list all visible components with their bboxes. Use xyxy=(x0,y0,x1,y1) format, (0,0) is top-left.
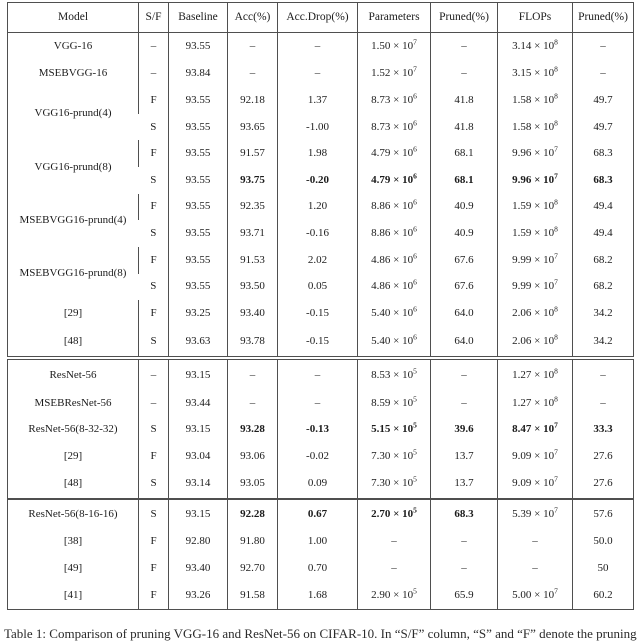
table-cell: 93.75 xyxy=(228,167,278,194)
model-cell: [41] xyxy=(63,588,83,601)
table-cell: $1.27 \times 10^8$ xyxy=(498,358,573,390)
table-row xyxy=(8,555,634,582)
table-cell: 0.09 xyxy=(278,470,358,499)
table-cell: 68.2 xyxy=(573,247,634,274)
table-row xyxy=(8,499,634,528)
table-cell: 93.15 xyxy=(169,499,228,528)
table-cell: 93.26 xyxy=(169,581,228,609)
table-cell: 65.9 xyxy=(431,581,498,609)
table-row xyxy=(8,300,634,327)
table-cell: F xyxy=(139,581,169,609)
table-cell: $7.30 \times 10^5$ xyxy=(358,443,431,470)
table-cell: 1.68 xyxy=(278,581,358,609)
table-cell: S xyxy=(150,120,157,133)
table-cell: – xyxy=(573,390,634,417)
table-cell: -0.13 xyxy=(278,417,358,444)
table-cell: 93.55 xyxy=(169,274,228,301)
model-cell: [38] xyxy=(63,534,83,547)
table-cell: 13.7 xyxy=(431,470,498,499)
table-cell: 93.40 xyxy=(169,555,228,582)
table-cell: – xyxy=(278,33,358,61)
table-cell: – xyxy=(139,390,169,417)
table-cell: $5.40 \times 10^6$ xyxy=(358,300,431,327)
table-row xyxy=(8,390,634,417)
table-cell: 93.55 xyxy=(169,247,228,274)
table-row xyxy=(8,87,634,114)
model-cell: [29] xyxy=(63,307,83,320)
table-cell: 49.7 xyxy=(573,87,634,114)
table-cell: 13.7 xyxy=(431,443,498,470)
table-cell: F xyxy=(139,443,169,470)
table-cell: 93.55 xyxy=(169,33,228,61)
table-cell: 92.80 xyxy=(169,528,228,555)
table-cell: $1.52 \times 10^7$ xyxy=(358,60,431,87)
table-cell: $8.73 \times 10^6$ xyxy=(358,114,431,141)
table-cell: 67.6 xyxy=(431,247,498,274)
table-cell: – xyxy=(228,33,278,61)
table-cell: F xyxy=(139,247,169,274)
table-cell: $5.15 \times 10^5$ xyxy=(358,417,431,444)
table-cell: F xyxy=(139,140,169,167)
table-cell: F xyxy=(139,528,169,555)
table-cell: $9.96 \times 10^7$ xyxy=(498,140,573,167)
column-header: Parameters xyxy=(358,3,431,33)
column-header: Pruned(%) xyxy=(431,3,498,33)
table-cell: – xyxy=(573,60,634,87)
table-cell: – xyxy=(139,358,169,390)
table-cell: 92.70 xyxy=(228,555,278,582)
table-row xyxy=(8,327,634,359)
table-cell: $8.53 \times 10^5$ xyxy=(358,358,431,390)
table-cell: $2.06 \times 10^8$ xyxy=(498,300,573,327)
table-row xyxy=(8,470,634,499)
table-cell: 93.55 xyxy=(169,194,228,221)
table-cell: – xyxy=(431,60,498,87)
table-cell: – xyxy=(431,358,498,390)
table-cell: S xyxy=(150,173,157,186)
model-cell: [29] xyxy=(63,450,83,463)
table-cell: 93.25 xyxy=(169,300,228,327)
model-cell: VGG16-prund(8) xyxy=(34,160,112,173)
table-cell: 50.0 xyxy=(573,528,634,555)
table-cell: 93.28 xyxy=(228,417,278,444)
model-cell: MSEBVGG16-prund(8) xyxy=(19,267,127,280)
table-cell: 68.1 xyxy=(431,140,498,167)
table-cell: – xyxy=(278,390,358,417)
table-cell: 93.55 xyxy=(169,167,228,194)
column-header: Pruned(%) xyxy=(573,3,634,33)
table-cell: 68.1 xyxy=(431,167,498,194)
table-cell: S xyxy=(139,499,169,528)
table-cell: -0.16 xyxy=(278,220,358,247)
header-row xyxy=(8,3,634,33)
table-cell: 34.2 xyxy=(573,300,634,327)
table-cell: $7.30 \times 10^5$ xyxy=(358,470,431,499)
table-row xyxy=(8,194,634,221)
table-cell: 50 xyxy=(573,555,634,582)
table-cell: S xyxy=(150,280,157,293)
table-cell: $5.00 \times 10^7$ xyxy=(498,581,573,609)
table-row xyxy=(8,528,634,555)
column-header: Acc.Drop(%) xyxy=(278,3,358,33)
table-cell: 93.55 xyxy=(169,140,228,167)
table-cell: – xyxy=(498,555,573,582)
table-cell: $4.79 \times 10^6$ xyxy=(358,167,431,194)
table-cell: 93.84 xyxy=(169,60,228,87)
table-cell: 34.2 xyxy=(573,327,634,359)
table-row xyxy=(8,417,634,444)
table-cell: 57.6 xyxy=(573,499,634,528)
model-cell: VGG-16 xyxy=(53,40,93,53)
column-header: FLOPs xyxy=(498,3,573,33)
table-cell: 93.78 xyxy=(228,327,278,359)
table-cell: $9.09 \times 10^7$ xyxy=(498,470,573,499)
table-cell: 93.63 xyxy=(169,327,228,359)
table-cell: 92.18 xyxy=(228,87,278,114)
table-row xyxy=(8,33,634,61)
table-cell: 93.44 xyxy=(169,390,228,417)
table-cell: 1.20 xyxy=(278,194,358,221)
table-cell: 91.57 xyxy=(228,140,278,167)
table-cell: $9.99 \times 10^7$ xyxy=(498,274,573,301)
table-cell: 68.2 xyxy=(573,274,634,301)
table-cell: 1.37 xyxy=(278,87,358,114)
table-cell: S xyxy=(139,327,169,359)
table-cell: 2.02 xyxy=(278,247,358,274)
model-cell: [49] xyxy=(63,561,83,574)
table-cell: 93.05 xyxy=(228,470,278,499)
table-cell: $1.50 \times 10^7$ xyxy=(358,33,431,61)
table-cell: 93.14 xyxy=(169,470,228,499)
table-cell: – xyxy=(278,60,358,87)
table-cell: -0.20 xyxy=(278,167,358,194)
table-caption: Table 1: Comparison of pruning VGG-16 and ResNet-56 on CIFAR-10. In “S/F” column, “S” and “F” denote the pruning xyxy=(4,626,637,641)
table-cell: – xyxy=(498,528,573,555)
table-cell: – xyxy=(573,358,634,390)
table-cell: $9.09 \times 10^7$ xyxy=(498,443,573,470)
table-cell: – xyxy=(139,33,169,61)
table-cell: – xyxy=(431,390,498,417)
table-cell: 93.04 xyxy=(169,443,228,470)
table-cell: 93.15 xyxy=(169,358,228,390)
table-cell: 68.3 xyxy=(431,499,498,528)
table-cell: F xyxy=(139,300,169,327)
table-cell: $2.06 \times 10^8$ xyxy=(498,327,573,359)
table-cell: 93.71 xyxy=(228,220,278,247)
table-cell: 93.55 xyxy=(169,220,228,247)
model-cell: MSEBVGG-16 xyxy=(38,67,108,80)
table-cell: – xyxy=(139,60,169,87)
table-cell: – xyxy=(228,358,278,390)
model-cell: ResNet-56 xyxy=(8,358,139,390)
table-cell: $1.59 \times 10^8$ xyxy=(498,220,573,247)
table-cell: – xyxy=(358,555,431,582)
table-cell: 0.67 xyxy=(278,499,358,528)
table-cell: 33.3 xyxy=(573,417,634,444)
table-cell: $8.86 \times 10^6$ xyxy=(358,194,431,221)
table-cell: $1.58 \times 10^8$ xyxy=(498,114,573,141)
table-cell: 41.8 xyxy=(431,114,498,141)
table-cell: 93.15 xyxy=(169,417,228,444)
table-row xyxy=(8,581,634,609)
table-cell: 67.6 xyxy=(431,274,498,301)
table-row xyxy=(8,60,634,87)
model-cell: [48] xyxy=(63,335,83,348)
table-cell: 68.3 xyxy=(573,167,634,194)
table-cell: $4.86 \times 10^6$ xyxy=(358,274,431,301)
table-cell: 0.05 xyxy=(278,274,358,301)
table-cell: $3.14 \times 10^8$ xyxy=(498,33,573,61)
table-cell: F xyxy=(139,194,169,221)
table-row xyxy=(8,140,634,167)
table-cell: – xyxy=(573,33,634,61)
table-cell: F xyxy=(139,555,169,582)
table-cell: – xyxy=(431,555,498,582)
table-cell: 93.06 xyxy=(228,443,278,470)
table-cell: 60.2 xyxy=(573,581,634,609)
table-cell: -0.02 xyxy=(278,443,358,470)
model-cell: ResNet-56(8-16-16) xyxy=(8,499,139,528)
table-cell: – xyxy=(228,390,278,417)
table-cell: 27.6 xyxy=(573,470,634,499)
table-row xyxy=(8,247,634,274)
table-cell: $8.73 \times 10^6$ xyxy=(358,87,431,114)
table-cell: 92.35 xyxy=(228,194,278,221)
table-cell: 93.40 xyxy=(228,300,278,327)
table-cell: 68.3 xyxy=(573,140,634,167)
table-cell: -1.00 xyxy=(278,114,358,141)
table-cell: 1.98 xyxy=(278,140,358,167)
table-cell: -0.15 xyxy=(278,300,358,327)
table-cell: $8.47 \times 10^7$ xyxy=(498,417,573,444)
table-cell: $1.58 \times 10^8$ xyxy=(498,87,573,114)
table-cell: 41.8 xyxy=(431,87,498,114)
table-cell: -0.15 xyxy=(278,327,358,359)
table-cell: 40.9 xyxy=(431,220,498,247)
table-cell: S xyxy=(139,470,169,499)
table-body xyxy=(8,33,634,610)
model-cell: MSEBResNet-56 xyxy=(34,396,112,409)
table-header xyxy=(8,3,634,33)
table-cell: – xyxy=(228,60,278,87)
table-cell: 39.6 xyxy=(431,417,498,444)
table-cell: $4.79 \times 10^6$ xyxy=(358,140,431,167)
table-row xyxy=(8,358,634,390)
table-cell: 91.80 xyxy=(228,528,278,555)
table-cell: $1.27 \times 10^8$ xyxy=(498,390,573,417)
table-cell: 91.58 xyxy=(228,581,278,609)
table-cell: 27.6 xyxy=(573,443,634,470)
column-header: S/F xyxy=(139,3,169,33)
table-cell: 64.0 xyxy=(431,300,498,327)
table-cell: $8.86 \times 10^6$ xyxy=(358,220,431,247)
results-table xyxy=(7,2,634,610)
table-cell: – xyxy=(431,33,498,61)
table-cell: 91.53 xyxy=(228,247,278,274)
table-cell: 93.65 xyxy=(228,114,278,141)
table-cell: $9.96 \times 10^7$ xyxy=(498,167,573,194)
table-cell: $9.99 \times 10^7$ xyxy=(498,247,573,274)
table-cell: $1.59 \times 10^8$ xyxy=(498,194,573,221)
table-cell: $4.86 \times 10^6$ xyxy=(358,247,431,274)
table-cell: $5.40 \times 10^6$ xyxy=(358,327,431,359)
table-cell: 1.00 xyxy=(278,528,358,555)
table-cell: – xyxy=(431,528,498,555)
table-cell: 49.4 xyxy=(573,220,634,247)
table-cell: 40.9 xyxy=(431,194,498,221)
table-cell: 49.4 xyxy=(573,194,634,221)
table-cell: $5.39 \times 10^7$ xyxy=(498,499,573,528)
column-header: Model xyxy=(8,3,139,33)
table-cell: S xyxy=(150,227,157,240)
table-cell: F xyxy=(139,87,169,114)
column-header: Acc(%) xyxy=(228,3,278,33)
table-cell: $8.59 \times 10^5$ xyxy=(358,390,431,417)
column-header: Baseline xyxy=(169,3,228,33)
model-cell: VGG16-prund(4) xyxy=(34,107,112,120)
table-cell: 64.0 xyxy=(431,327,498,359)
table-cell: $2.90 \times 10^5$ xyxy=(358,581,431,609)
table-cell: 93.55 xyxy=(169,87,228,114)
table-cell: 0.70 xyxy=(278,555,358,582)
table-cell: $3.15 \times 10^8$ xyxy=(498,60,573,87)
table-cell: $2.70 \times 10^5$ xyxy=(358,499,431,528)
table-cell: – xyxy=(358,528,431,555)
model-cell: MSEBVGG16-prund(4) xyxy=(19,213,127,226)
table-cell: 92.28 xyxy=(228,499,278,528)
model-cell: [48] xyxy=(63,477,83,490)
table-cell: 93.50 xyxy=(228,274,278,301)
table-row xyxy=(8,443,634,470)
table-cell: 49.7 xyxy=(573,114,634,141)
model-cell: ResNet-56(8-32-32) xyxy=(28,423,118,436)
table-cell: – xyxy=(278,358,358,390)
table-cell: S xyxy=(139,417,169,444)
table-cell: 93.55 xyxy=(169,114,228,141)
